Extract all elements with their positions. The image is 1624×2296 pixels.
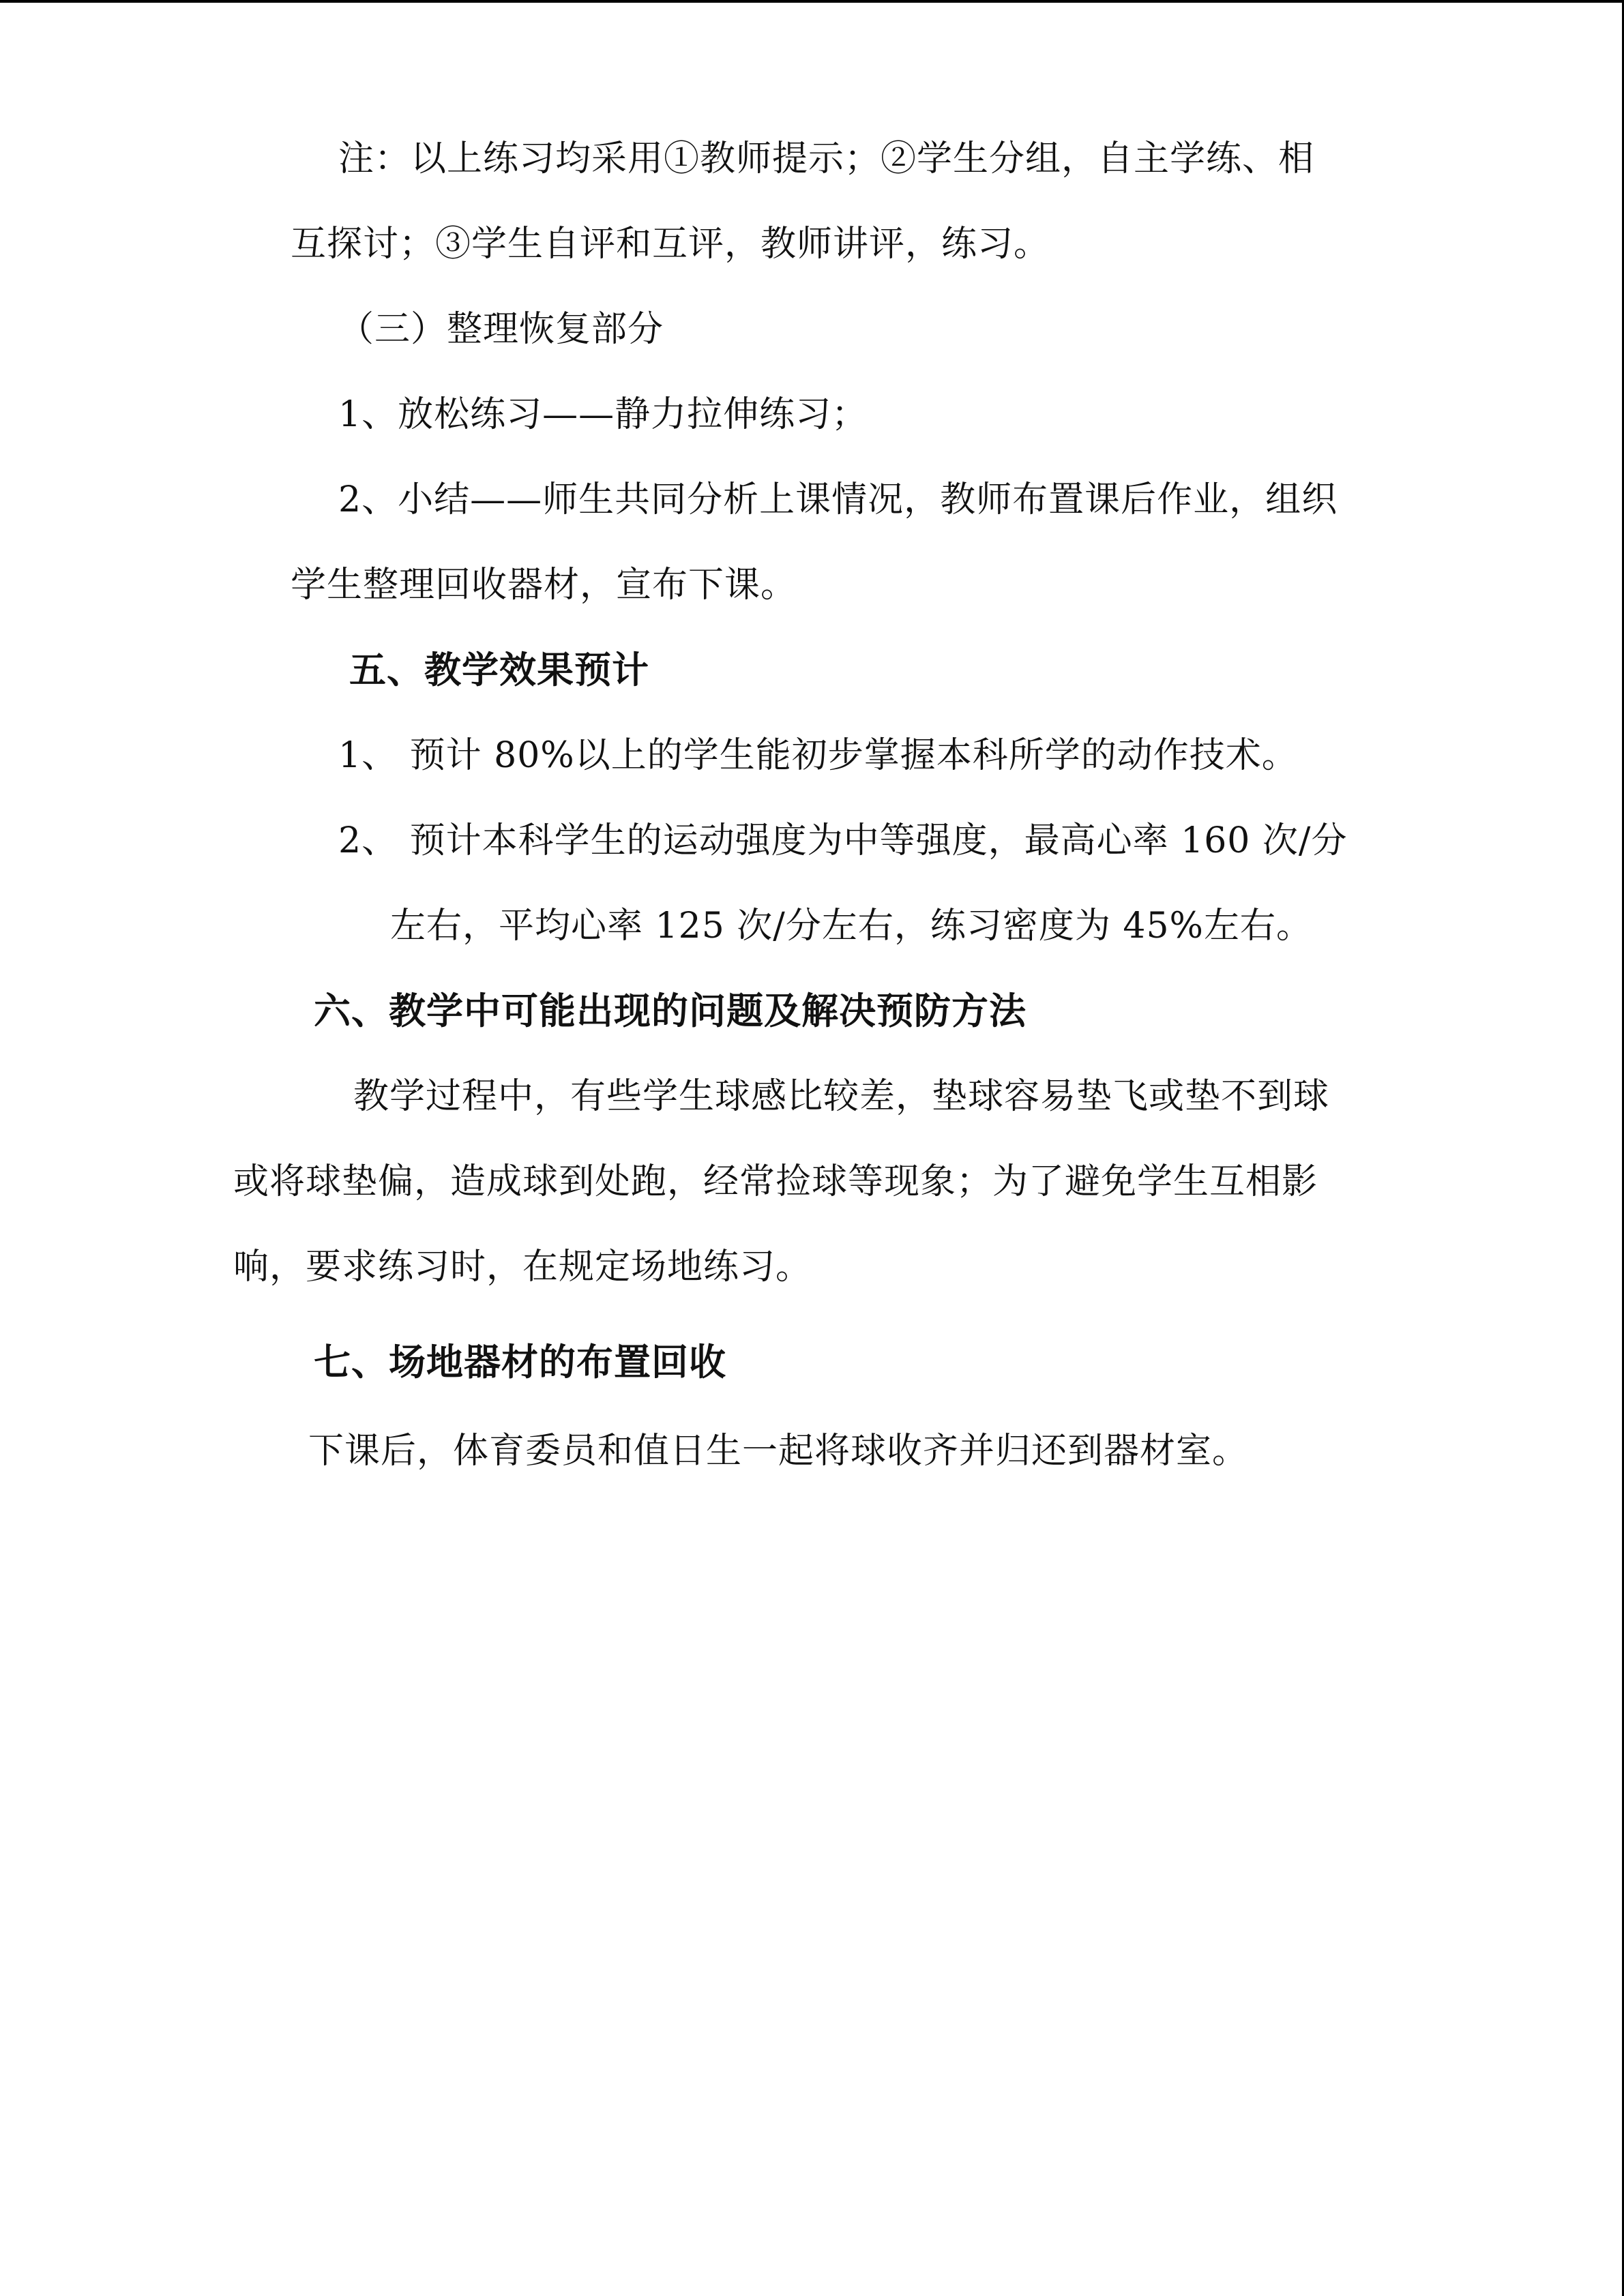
heading-five: 五、教学效果预计 (349, 648, 649, 691)
section-3-item-2-line-2: 学生整理回收器材，宣布下课。 (291, 565, 797, 606)
problems-line-3: 响，要求练习时，在规定场地练习。 (233, 1247, 812, 1287)
heading-seven: 七、场地器材的布置回收 (314, 1341, 726, 1384)
section-3-item-2-line-1: 2、小结——师生共同分析上课情况，教师布置课后作业，组织 (338, 479, 1338, 520)
page-top-border (0, 0, 1624, 3)
effect-item-1: 1、 预计 80%以上的学生能初步掌握本科所学的动作技术。 (338, 735, 1298, 776)
note-line-2: 互探讨；③学生自评和互评，教师讲评，练习。 (291, 224, 1050, 265)
heading-six: 六、教学中可能出现的问题及解决预防方法 (314, 989, 1027, 1032)
section-3-title: （三）整理恢复部分 (338, 309, 664, 350)
section-3-item-1: 1、放松练习——静力拉伸练习； (338, 394, 868, 435)
problems-line-1: 教学过程中，有些学生球感比较差，垫球容易垫飞或垫不到球 (353, 1076, 1330, 1117)
effect-item-2-line-1: 2、 预计本科学生的运动强度为中等强度，最高心率 160 次/分 (338, 820, 1348, 861)
equipment-line-1: 下课后，体育委员和值日生一起将球收齐并归还到器材室。 (308, 1431, 1249, 1472)
effect-item-2-line-2: 左右，平均心率 125 次/分左右，练习密度为 45%左右。 (390, 906, 1312, 946)
note-line-1: 注：以上练习均采用①教师提示；②学生分组，自主学练、相 (338, 138, 1315, 179)
problems-line-2: 或将球垫偏，造成球到处跑，经常捡球等现象；为了避免学生互相影 (233, 1161, 1318, 1202)
